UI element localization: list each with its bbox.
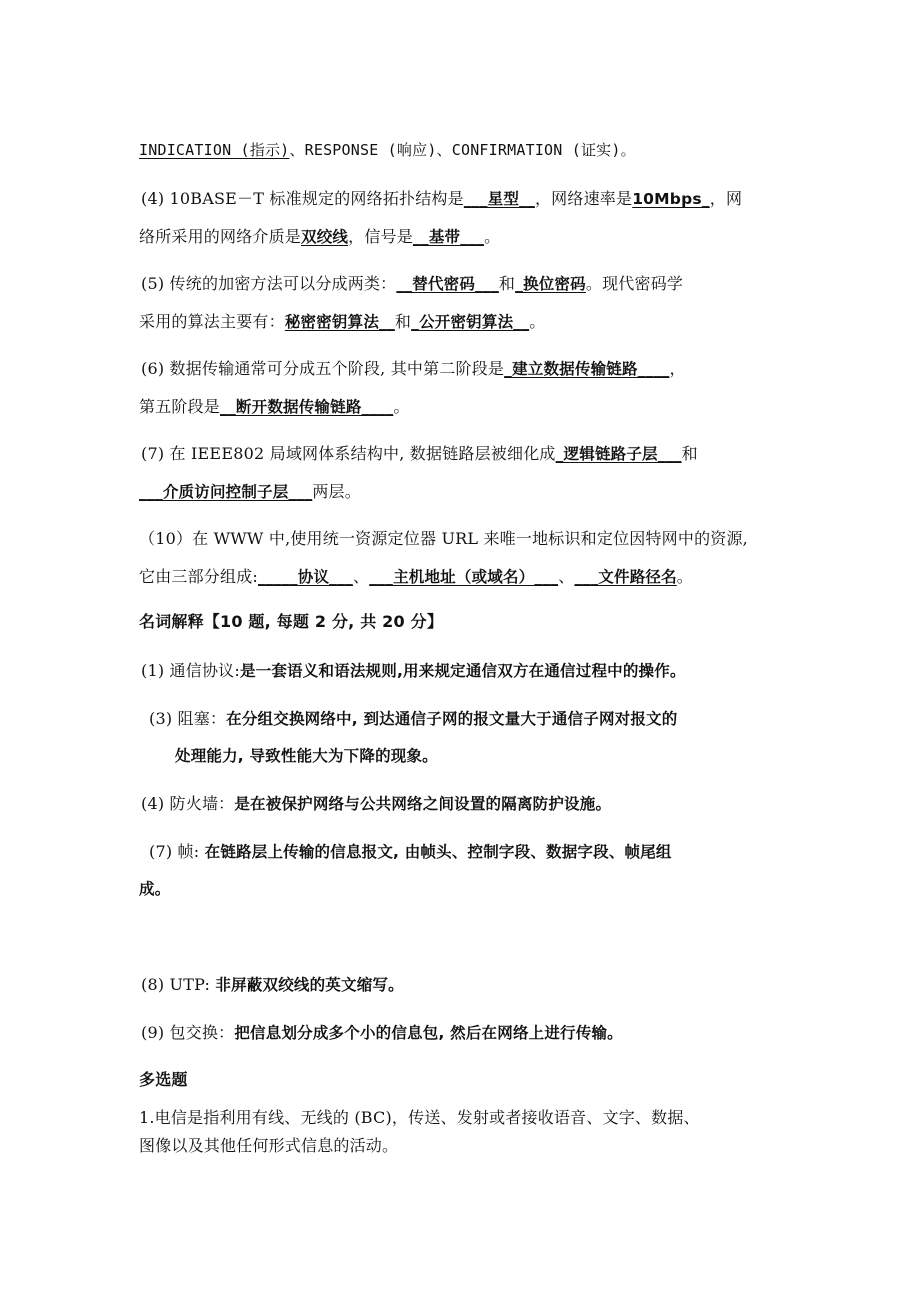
answer-speed: 10Mbps_ [632, 190, 710, 208]
mc-question-1-b: 图像以及其他任何形式信息的活动。 [139, 1136, 399, 1155]
term-utp: (8) UTP: 非屏蔽双绞线的英文缩写。 [141, 975, 404, 994]
line-q4-b: 络所采用的网络介质是双绞线，信号是__基带___。 [139, 227, 501, 246]
term-congestion-a: (3) 阻塞：在分组交换网络中, 到达通信子网的报文量大于通信子网对报文的 [149, 709, 678, 728]
line-osi-primitives: INDICATION (指示)、RESPONSE (响应)、CONFIRMATION (证实)。 [139, 141, 636, 159]
answer-protocol: _____协议___ [258, 568, 354, 586]
term-protocol: (1) 通信协议:是一套语义和语法规则,用来规定通信双方在通信过程中的操作。 [141, 661, 686, 680]
line-q7-a: (7) 在 IEEE802 局域网体系结构中, 数据链路层被细化成_逻辑链路子层___和 [141, 444, 698, 463]
answer-path: ___文件路径名 [574, 568, 677, 586]
answer-secret-key: 秘密密钥算法__ [284, 313, 395, 331]
answer-substitution-cipher: __替代密码___ [396, 275, 499, 293]
line-q5-a: (5) 传统的加密方法可以分成两类：__替代密码___和_换位密码。现代密码学 [141, 274, 684, 293]
answer-public-key: _公开密钥算法__ [411, 313, 530, 331]
answer-mac: ___介质访问控制子层___ [139, 483, 313, 501]
section-heading-terms: 名词解释【10 题, 每题 2 分, 共 20 分】 [139, 612, 444, 631]
answer-host: ___主机地址（或域名）___ [369, 568, 559, 586]
underlined-indication: INDICATION (指示) [139, 141, 290, 159]
section-heading-multiple-choice: 多选题 [139, 1070, 188, 1089]
mc-question-1-a: 1.电信是指利用有线、无线的 (BC)，传送、发射或者接收语音、文字、数据、 [139, 1108, 700, 1127]
term-packet-switching: (9) 包交换：把信息划分成多个小的信息包, 然后在网络上进行传输。 [141, 1023, 623, 1042]
term-frame-b: 成。 [139, 880, 171, 898]
answer-llc: _逻辑链路子层___ [555, 445, 682, 463]
line-q10-b: 它由三部分组成:_____协议___、___主机地址（或域名）___、___文件路径名。 [139, 567, 693, 586]
answer-topology: ___星型__ [463, 190, 535, 208]
line-q5-b: 采用的算法主要有：秘密密钥算法__和_公开密钥算法__。 [139, 312, 546, 331]
line-q10-a: （10）在 WWW 中,使用统一资源定位器 URL 来唯一地标识和定位因特网中的资源, [139, 529, 748, 548]
line-q7-b: ___介质访问控制子层___两层。 [139, 482, 361, 501]
answer-stage-two: _建立数据传输链路____ [504, 360, 670, 378]
line-q6-b: 第五阶段是__断开数据传输链路____。 [139, 397, 410, 416]
answer-medium: 双绞线 [301, 228, 349, 246]
line-q6-a: (6) 数据传输通常可分成五个阶段, 其中第二阶段是_建立数据传输链路____， [141, 359, 686, 378]
answer-signal: __基带___ [412, 228, 485, 246]
term-frame-a: (7) 帧: 在链路层上传输的信息报文, 由帧头、控制字段、数据字段、帧尾组 [149, 842, 672, 861]
line-q4-a: (4) 10BASE－T 标准规定的网络拓扑结构是___星型__，网络速率是10Mbps_，网 [141, 189, 743, 208]
term-congestion-b: 处理能力, 导致性能大为下降的现象。 [175, 747, 438, 765]
term-firewall: (4) 防火墙：是在被保护网络与公共网络之间设置的隔离防护设施。 [141, 794, 612, 813]
answer-stage-five: __断开数据传输链路____ [220, 398, 394, 416]
answer-transposition-cipher: _换位密码 [515, 275, 586, 293]
